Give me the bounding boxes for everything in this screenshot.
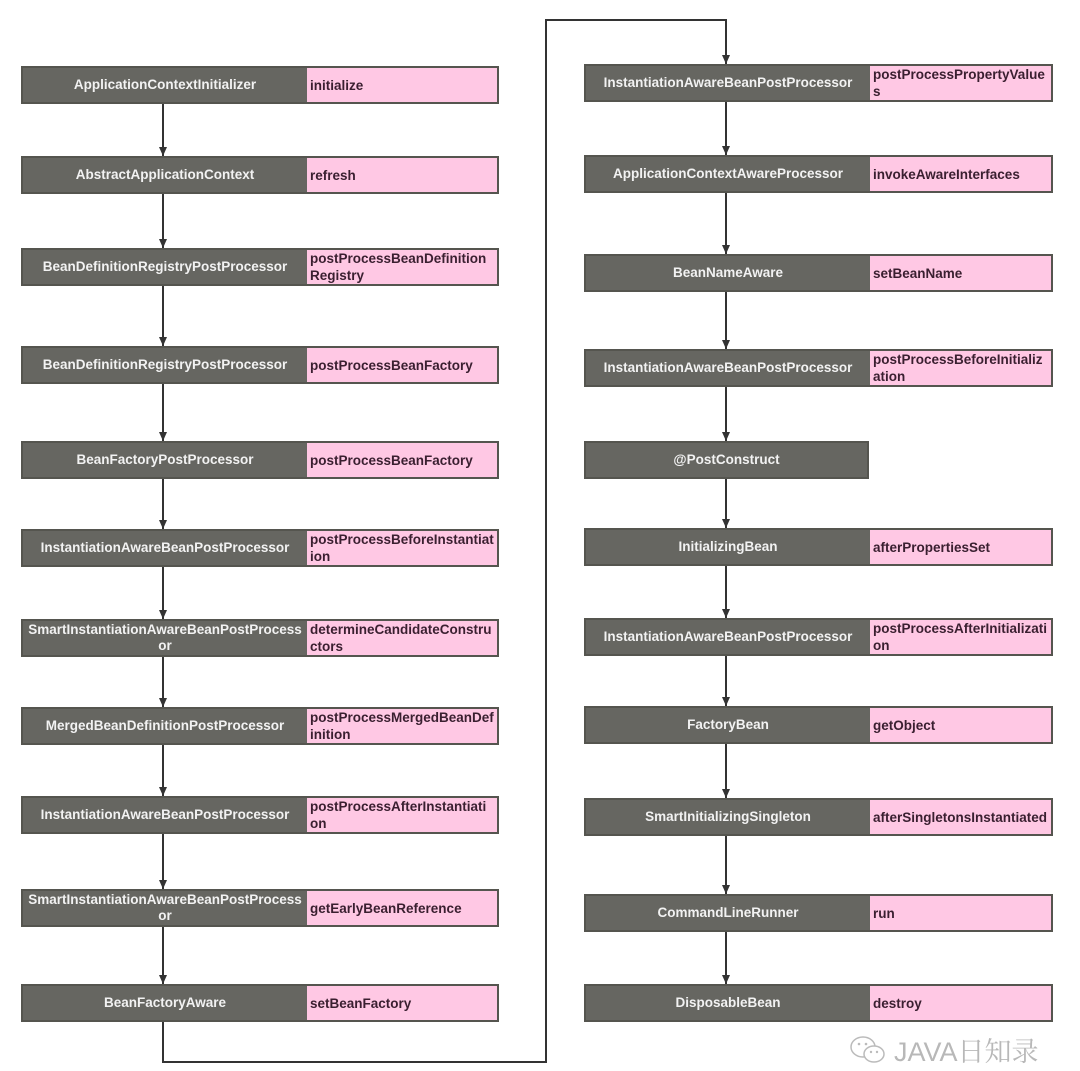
class-name: BeanDefinitionRegistryPostProcessor [23, 348, 307, 382]
method-name: postProcessAfterInstantiation [307, 798, 497, 832]
method-name: destroy [870, 986, 1051, 1020]
method-name: postProcessPropertyValues [870, 66, 1051, 100]
class-name: SmartInstantiationAwareBeanPostProcessor [23, 621, 307, 655]
class-name: ApplicationContextInitializer [23, 68, 307, 102]
method-name: setBeanName [870, 256, 1051, 290]
method-name: initialize [307, 68, 497, 102]
lifecycle-node [584, 349, 1053, 387]
lifecycle-node [584, 618, 1053, 656]
arrow-head [722, 245, 730, 254]
arrow-head [722, 55, 730, 64]
arrow-head [722, 340, 730, 349]
arrow-head [722, 609, 730, 618]
class-name: InstantiationAwareBeanPostProcessor [23, 798, 307, 832]
arrow-head [722, 432, 730, 441]
method-name: refresh [307, 158, 497, 192]
class-name: MergedBeanDefinitionPostProcessor [23, 709, 307, 743]
method-name: determineCandidateConstructors [307, 621, 497, 655]
method-name: setBeanFactory [307, 986, 497, 1020]
class-name: @PostConstruct [586, 443, 867, 477]
lifecycle-node [21, 156, 499, 194]
method-name: run [870, 896, 1051, 930]
watermark-text: JAVA日知录 [894, 1037, 1039, 1067]
method-name: getObject [870, 708, 1051, 742]
class-name: AbstractApplicationContext [23, 158, 307, 192]
class-name: SmartInstantiationAwareBeanPostProcessor [23, 891, 307, 925]
lifecycle-node [21, 346, 499, 384]
class-name: BeanFactoryPostProcessor [23, 443, 307, 477]
method-name: invokeAwareInterfaces [870, 157, 1051, 191]
class-name: FactoryBean [586, 708, 870, 742]
class-name: BeanFactoryAware [23, 986, 307, 1020]
class-name: ApplicationContextAwareProcessor [586, 157, 870, 191]
arrow-head [159, 975, 167, 984]
class-name: InitializingBean [586, 530, 870, 564]
lifecycle-node [584, 984, 1053, 1022]
arrow-head [159, 698, 167, 707]
arrow-head [722, 789, 730, 798]
method-name: postProcessBeanDefinitionRegistry [307, 250, 497, 284]
arrow-head [159, 787, 167, 796]
arrow-head [159, 610, 167, 619]
method-name: postProcessBeanFactory [307, 348, 497, 382]
method-name: postProcessAfterInitialization [870, 620, 1051, 654]
lifecycle-node [21, 707, 499, 745]
arrow-head [159, 239, 167, 248]
class-name: SmartInitializingSingleton [586, 800, 870, 834]
class-name: InstantiationAwareBeanPostProcessor [586, 620, 870, 654]
arrow-head [159, 432, 167, 441]
lifecycle-node [584, 706, 1053, 744]
lifecycle-node [584, 254, 1053, 292]
method-name: postProcessMergedBeanDefinition [307, 709, 497, 743]
method-name: postProcessBeanFactory [307, 443, 497, 477]
arrow-head [159, 147, 167, 156]
arrow-head [159, 880, 167, 889]
arrow-head [722, 975, 730, 984]
lifecycle-node [584, 155, 1053, 193]
arrow-head [159, 520, 167, 529]
class-name: BeanNameAware [586, 256, 870, 290]
lifecycle-node [21, 441, 499, 479]
method-name: postProcessBeforeInstantiation [307, 531, 497, 565]
arrow-head [722, 885, 730, 894]
lifecycle-node [584, 528, 1053, 566]
lifecycle-node [21, 796, 499, 834]
class-name: CommandLineRunner [586, 896, 870, 930]
wechat-icon [848, 1034, 888, 1066]
lifecycle-node [584, 441, 869, 479]
arrow-head [722, 146, 730, 155]
lifecycle-node [584, 64, 1053, 102]
lifecycle-node [21, 889, 499, 927]
lifecycle-node [584, 894, 1053, 932]
method-name: afterSingletonsInstantiated [870, 800, 1051, 834]
lifecycle-node [584, 798, 1053, 836]
class-name: DisposableBean [586, 986, 870, 1020]
lifecycle-node [21, 248, 499, 286]
class-name: BeanDefinitionRegistryPostProcessor [23, 250, 307, 284]
lifecycle-node [21, 529, 499, 567]
class-name: InstantiationAwareBeanPostProcessor [586, 66, 870, 100]
method-name: getEarlyBeanReference [307, 891, 497, 925]
lifecycle-node [21, 984, 499, 1022]
method-name: afterPropertiesSet [870, 530, 1051, 564]
class-name: InstantiationAwareBeanPostProcessor [586, 351, 870, 385]
method-name: postProcessBeforeInitialization [870, 351, 1051, 385]
lifecycle-node [21, 66, 499, 104]
class-name: InstantiationAwareBeanPostProcessor [23, 531, 307, 565]
arrow-head [722, 697, 730, 706]
arrow-head [159, 337, 167, 346]
lifecycle-node [21, 619, 499, 657]
watermark [848, 1030, 1039, 1069]
arrow-head [722, 519, 730, 528]
